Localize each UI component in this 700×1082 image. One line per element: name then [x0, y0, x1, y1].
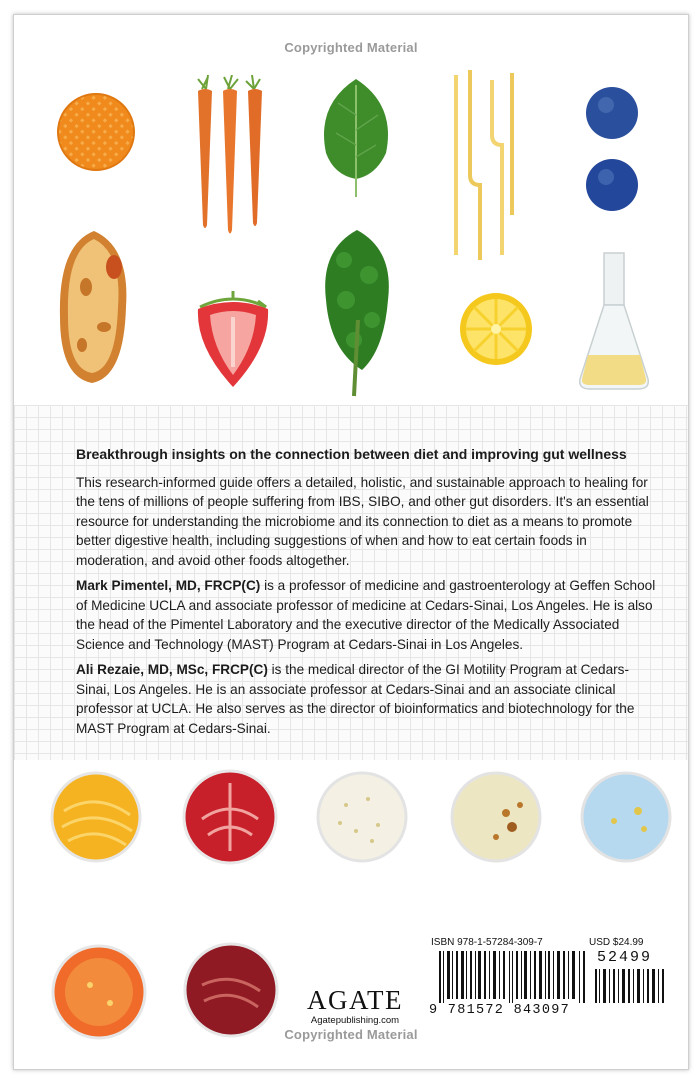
ean-barcode	[439, 951, 589, 1003]
publisher-url: Agatepublishing.com	[310, 1015, 400, 1026]
description-headline: Breakthrough insights on the connection between diet and improving gut wellness	[76, 446, 627, 462]
oil-flask-image	[574, 251, 654, 393]
book-back-cover	[13, 14, 689, 1070]
petri-dish-image	[50, 771, 142, 863]
author-bio-text: is a professor of medicine and gastroenterology at Geffen School of Medicine UCLA and associate professor of medicine at Cedars-Sinai, Los Angeles. He is also the head of the Pimentel Laboratory and the executive director of the Medically Associated Science and Technology (MAST) Program at Cedars-Sinai in Los Angeles.	[76, 578, 656, 652]
isbn-label: ISBN 978-1-57284-309-7	[431, 937, 543, 948]
publisher-name: AGATE	[307, 985, 403, 1015]
blueberry-image	[582, 83, 642, 143]
description-panel	[14, 405, 688, 760]
kale-image	[314, 220, 400, 400]
ean-digits: 9 781572 843097	[429, 1003, 571, 1018]
price-code: 52499	[597, 949, 653, 966]
description-text-block	[76, 445, 656, 744]
author-bio-rezaie	[76, 660, 656, 738]
description-body: This research-informed guide offers a detailed, holistic, and sustainable approach to healing for the tens of millions of people suffering from IBS, SIBO, and other gut disorders. It's an essential resource for understanding the microbiome and its connection to diet as a means to promote better digestive health, including suggestions of when and how to eat certain foods in moderation, and avoid other foods altogether.	[76, 474, 649, 568]
carrots-image	[184, 75, 274, 240]
author-bio-pimentel	[76, 576, 656, 654]
cracker-image	[54, 90, 138, 174]
price-barcode	[595, 969, 667, 1003]
author-name: Mark Pimentel, MD, FRCP(C)	[76, 578, 261, 593]
author-bio-text: is the medical director of the GI Motility Program at Cedars-Sinai, Los Angeles. He is an associate professor at Cedars-Sinai and an associate clinical professor at UCLA. He also serves as the director of bioinformatics and biotechnology for the MAST Program at Cedars-Sinai.	[76, 662, 635, 736]
watermark-top: Copyrighted Material	[284, 40, 418, 55]
price-label: USD $24.99	[589, 937, 644, 948]
barcode-area	[429, 935, 677, 1025]
watermark-bottom: Copyrighted Material	[284, 1027, 418, 1042]
petri-dish-image	[580, 771, 672, 863]
petri-dish-image	[316, 771, 408, 863]
spinach-leaf-image	[316, 75, 398, 203]
publisher-logo	[296, 985, 414, 1027]
pasta-strands-image	[444, 65, 524, 265]
bread-slice-image	[54, 227, 134, 387]
petri-dish-image	[182, 941, 280, 1039]
blueberry-image	[582, 155, 642, 215]
strawberry-image	[188, 287, 278, 391]
lemon-half-image	[456, 287, 536, 371]
petri-dish-image	[182, 769, 278, 865]
petri-dish-image	[450, 771, 542, 863]
author-name: Ali Rezaie, MD, MSc, FRCP(C)	[76, 662, 268, 677]
